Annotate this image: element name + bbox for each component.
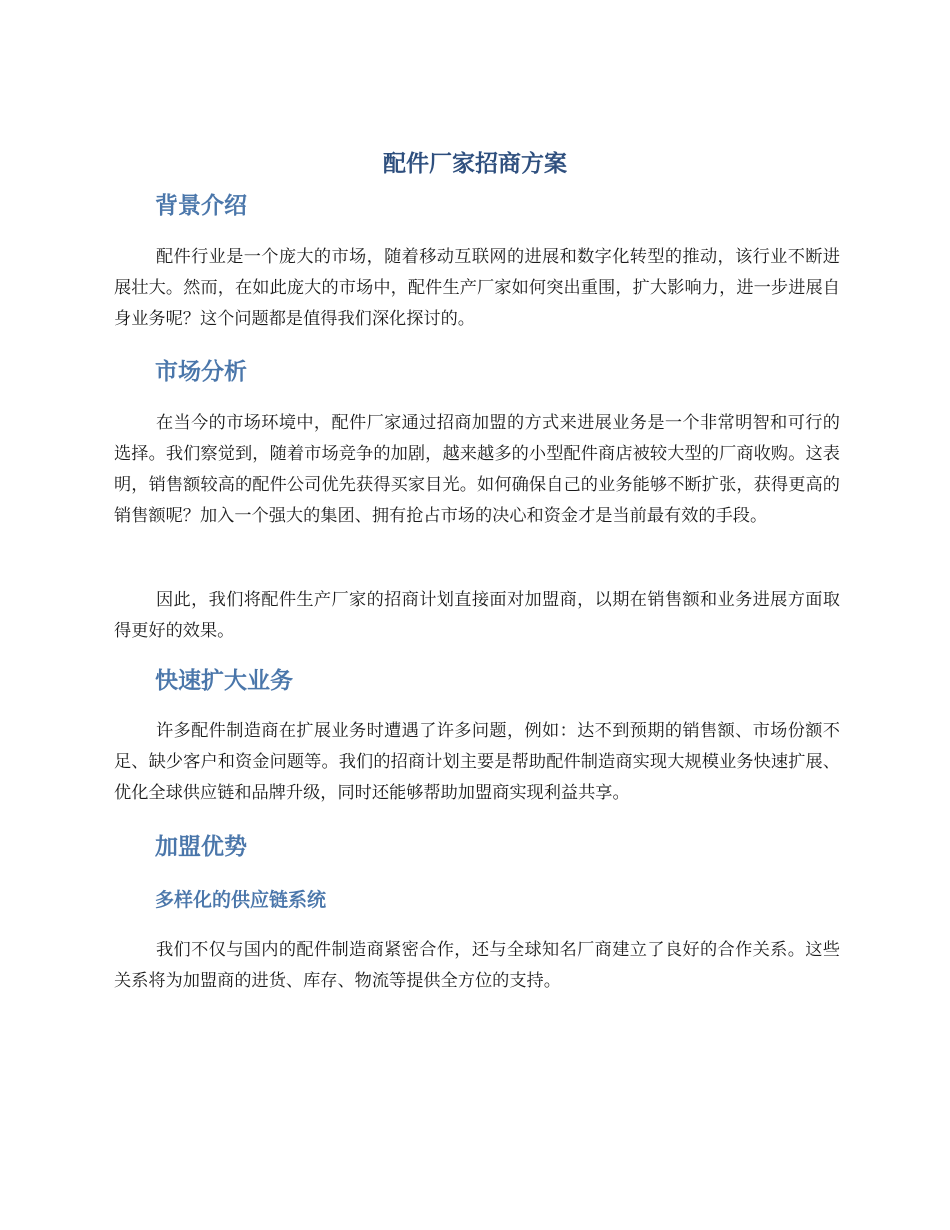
section-heading-advantages: 加盟优势 [155,834,247,860]
section-heading-market: 市场分析 [155,359,247,385]
section-heading-expand: 快速扩大业务 [155,668,293,694]
market-paragraph-1: 在当今的市场环境中，配件厂家通过招商加盟的方式来进展业务是一个非常明智和可行的选择。我们察觉到，随着市场竞争的加剧，越来越多的小型配件商店被较大型的厂商收购。这表明，销售额较高的配件公司优先获得买家目光。如何确保自己的业务能够不断扩张，获得更高的销售额呢？加入一个强大的集团、拥有抢占市场的决心和资金才是当前最有效的手段。 [114,413,840,526]
background-paragraph: 配件行业是一个庞大的市场，随着移动互联网的进展和数字化转型的推动，该行业不断进展壮大。然而，在如此庞大的市场中，配件生产厂家如何突出重围，扩大影响力，进一步进展自身业务呢？这个问题都是值得我们深化探讨的。 [114,247,840,329]
supply-chain-paragraph: 我们不仅与国内的配件制造商紧密合作，还与全球知名厂商建立了良好的合作关系。这些关系将为加盟商的进货、库存、物流等提供全方位的支持。 [114,940,840,991]
section-heading-background: 背景介绍 [155,193,247,219]
document-title: 配件厂家招商方案 [383,151,567,177]
expand-paragraph: 许多配件制造商在扩展业务时遭遇了许多问题，例如：达不到预期的销售额、市场份额不足、缺少客户和资金问题等。我们的招商计划主要是帮助配件制造商实现大规模业务快速扩展、优化全球供应链和品牌升级，同时还能够帮助加盟商实现利益共享。 [114,721,840,803]
market-paragraph-2: 因此，我们将配件生产厂家的招商计划直接面对加盟商，以期在销售额和业务进展方面取得更好的效果。 [114,590,840,641]
subsection-heading-supply-chain: 多样化的供应链系统 [155,889,327,911]
